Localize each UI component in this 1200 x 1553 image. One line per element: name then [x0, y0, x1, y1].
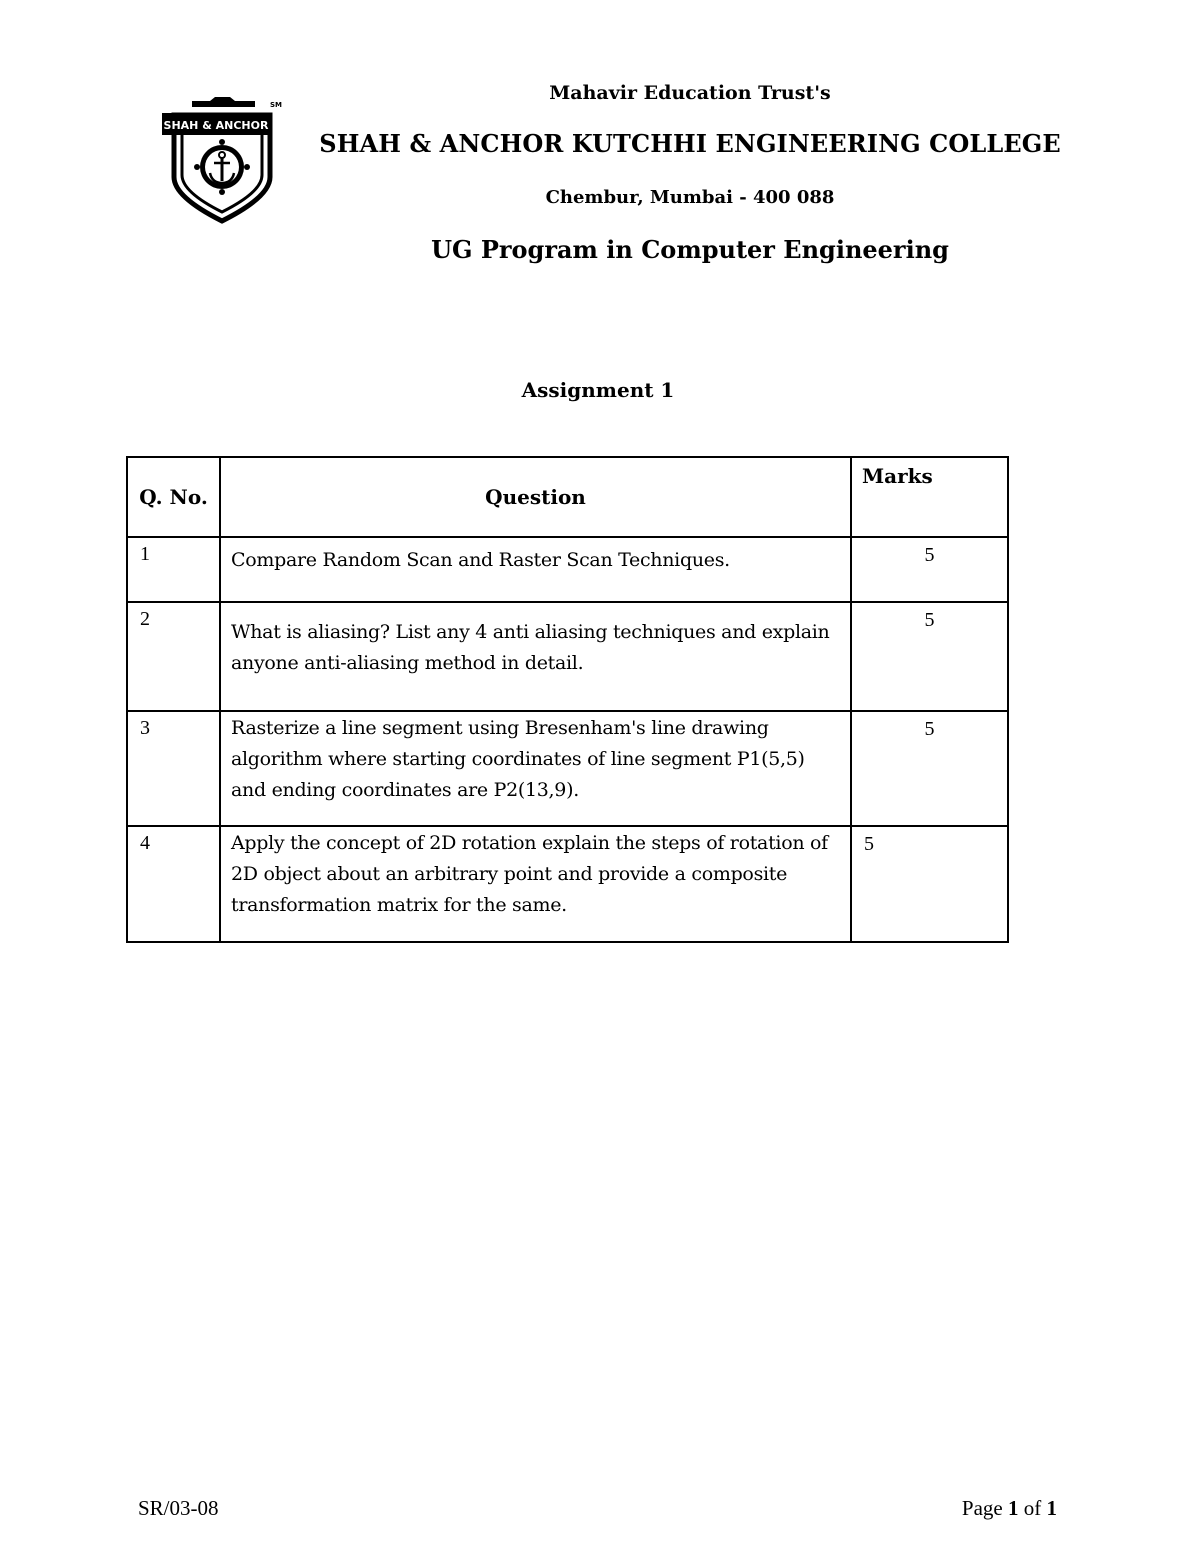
- college-logo: [160, 97, 285, 225]
- document-code: SR/03-08: [138, 1496, 219, 1520]
- question-line: Apply the concept of 2D rotation explain the steps of rotation of: [231, 832, 828, 854]
- table-row: [127, 602, 1008, 711]
- logo-mark: SM: [269, 101, 283, 109]
- question-line: anyone anti-aliasing method in detail.: [231, 652, 584, 674]
- question-marks: 5: [851, 826, 1008, 942]
- question-line: What is aliasing? List any 4 anti aliasing techniques and explain: [231, 621, 830, 643]
- question-number: 3: [127, 711, 220, 826]
- question-line: algorithm where starting coordinates of line segment P1(5,5): [231, 748, 805, 770]
- program-title: UG Program in Computer Engineering: [431, 235, 949, 264]
- table-row: [127, 711, 1008, 826]
- question-line: 2D object about an arbitrary point and provide a composite: [231, 863, 788, 885]
- question-line: Rasterize a line segment using Bresenham's line drawing: [231, 717, 769, 739]
- table-header-row: [127, 457, 1008, 537]
- question-text: [220, 711, 851, 826]
- question-number: 2: [127, 602, 220, 711]
- page-of: of: [1023, 1496, 1042, 1520]
- page-number: [962, 1496, 1057, 1521]
- question-line: and ending coordinates are P2(13,9).: [231, 779, 579, 801]
- question-text: [220, 537, 851, 602]
- question-line: Compare Random Scan and Raster Scan Techniques.: [231, 549, 730, 571]
- college-name: SHAH & ANCHOR KUTCHHI ENGINEERING COLLEGE: [319, 129, 1061, 158]
- page-current: 1: [1008, 1496, 1019, 1520]
- question-marks: 5: [851, 711, 1008, 826]
- table-row: [127, 826, 1008, 942]
- assignment-title: Assignment 1: [521, 378, 675, 402]
- question-line: transformation matrix for the same.: [231, 894, 567, 916]
- header-qno: Q. No.: [127, 457, 220, 537]
- header-marks: Marks: [851, 457, 1008, 537]
- question-text: [220, 826, 851, 942]
- question-marks: 5: [851, 537, 1008, 602]
- college-address: Chembur, Mumbai - 400 088: [545, 187, 835, 208]
- questions-table: [126, 456, 1009, 943]
- question-marks: 5: [851, 602, 1008, 711]
- question-number: 1: [127, 537, 220, 602]
- page-word: Page: [961, 1496, 1003, 1520]
- logo-text: SHAH & ANCHOR: [163, 119, 269, 132]
- header-question: Question: [220, 457, 851, 537]
- table-row: [127, 537, 1008, 602]
- question-number: 4: [127, 826, 220, 942]
- trust-name: Mahavir Education Trust's: [549, 82, 831, 104]
- question-text: [220, 602, 851, 711]
- page-total: 1: [1046, 1496, 1057, 1520]
